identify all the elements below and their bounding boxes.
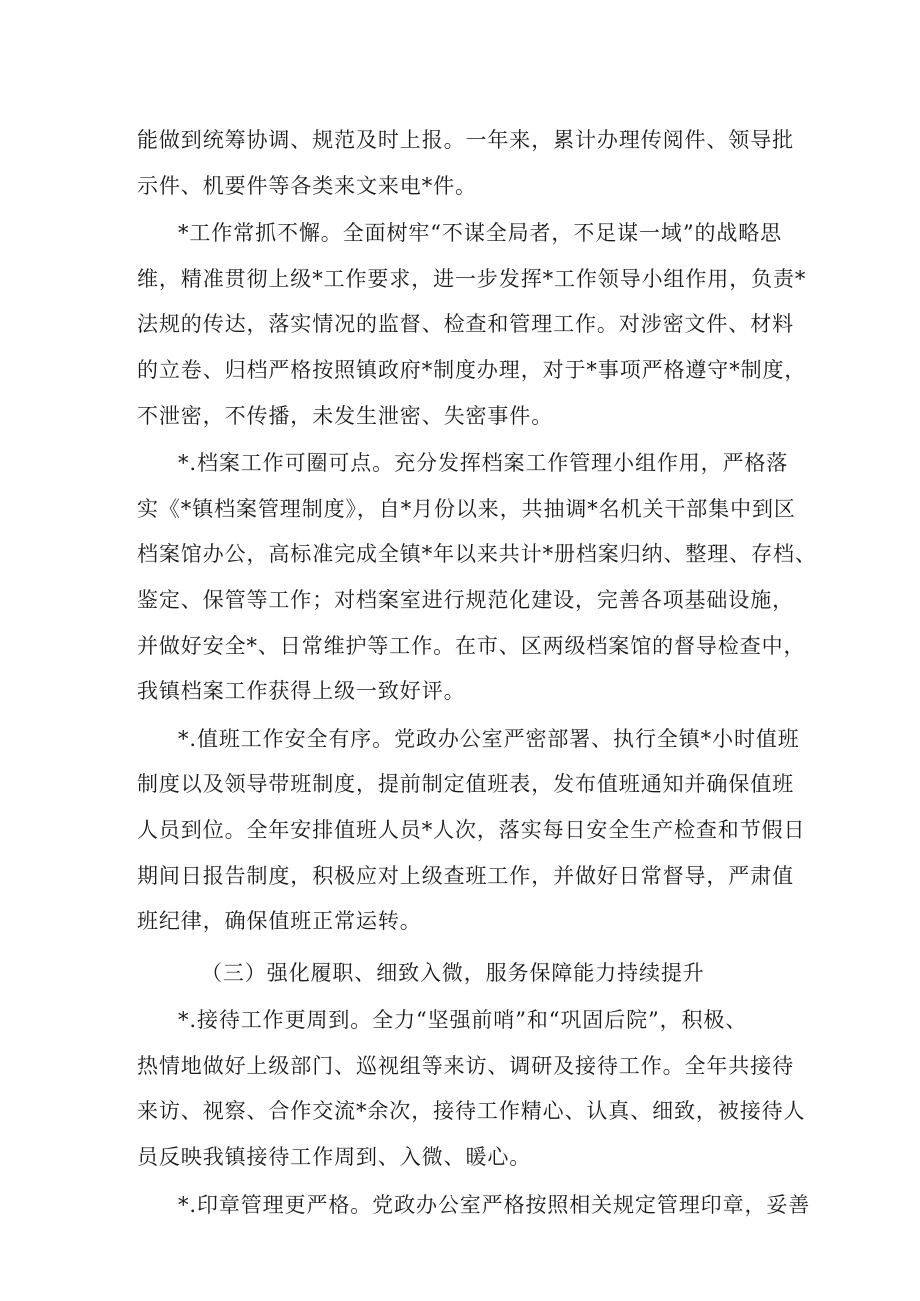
text-line: 人员到位。全年安排值班人员*人次，落实每日安全生产检查和节假日 [137, 817, 806, 842]
text-line: 制度以及领导带班制度，提前制定值班表，发布值班通知并确保值班 [137, 772, 794, 797]
text-line: 不泄密，不传播，未发生泄密、失密事件。 [137, 403, 554, 428]
text-line: 热情地做好上级部门、巡视组等来访、调研及接待工作。全年共接待 [137, 1053, 794, 1078]
text-line: 鉴定、保管等工作；对档案室进行规范化建设，完善各项基础设施， [137, 587, 794, 612]
paragraph-first-line: *.值班工作安全有序。党政办公室严密部署、执行全镇*小时值班 [178, 726, 800, 751]
text-line: 示件、机要件等各类来文来电*件。 [137, 173, 477, 198]
paragraph-first-line: *.接待工作更周到。全力“坚强前哨”和“巩固后院”，积极、 [178, 1008, 748, 1033]
text-line: 法规的传达，落实情况的监督、检查和管理工作。对涉密文件、材料 [137, 312, 794, 337]
text-line: 我镇档案工作获得上级一致好评。 [137, 679, 466, 704]
text-line: 实《*镇档案管理制度》，自*月份以来，共抽调*名机关干部集中到区 [137, 496, 796, 521]
text-line: 班纪律，确保值班正常运转。 [137, 909, 422, 934]
paragraph-first-line: *工作常抓不懈。全面树牢“不谋全局者，不足谋一域”的战略思 [178, 221, 783, 246]
text-line: 能做到统筹协调、规范及时上报。一年来，累计办理传阅件、领导批 [137, 128, 794, 152]
section-heading: （三）强化履职、细致入微，服务保障能力持续提升 [201, 960, 705, 985]
paragraph-first-line: *.印章管理更严格。党政办公室严格按照相关规定管理印章，妥善 [178, 1192, 811, 1217]
text-line: 员反映我镇接待工作周到、入微、暖心。 [137, 1145, 532, 1170]
text-line: 期间日报告制度，积极应对上级查班工作，并做好日常督导，严肃值 [137, 863, 794, 888]
text-line: 并做好安全*、日常维护等工作。在市、区两级档案馆的督导检查中， [137, 633, 806, 658]
paragraph-first-line: *.档案工作可圈可点。充分发挥档案工作管理小组作用，严格落 [178, 451, 789, 476]
text-line: 维，精准贯彻上级*工作要求，进一步发挥*工作领导小组作用，负责* [137, 266, 807, 291]
document-body [137, 118, 817, 1228]
text-line: 来访、视察、合作交流*余次，接待工作精心、认真、细致，被接待人 [137, 1099, 806, 1124]
text-line: 档案馆办公，高标准完成全镇*年以来共计*册档案归纳、整理、存档、 [137, 542, 817, 567]
text-line: 的立卷、归档严格按照镇政府*制度办理，对于*事项严格遵守*制度， [137, 357, 807, 382]
